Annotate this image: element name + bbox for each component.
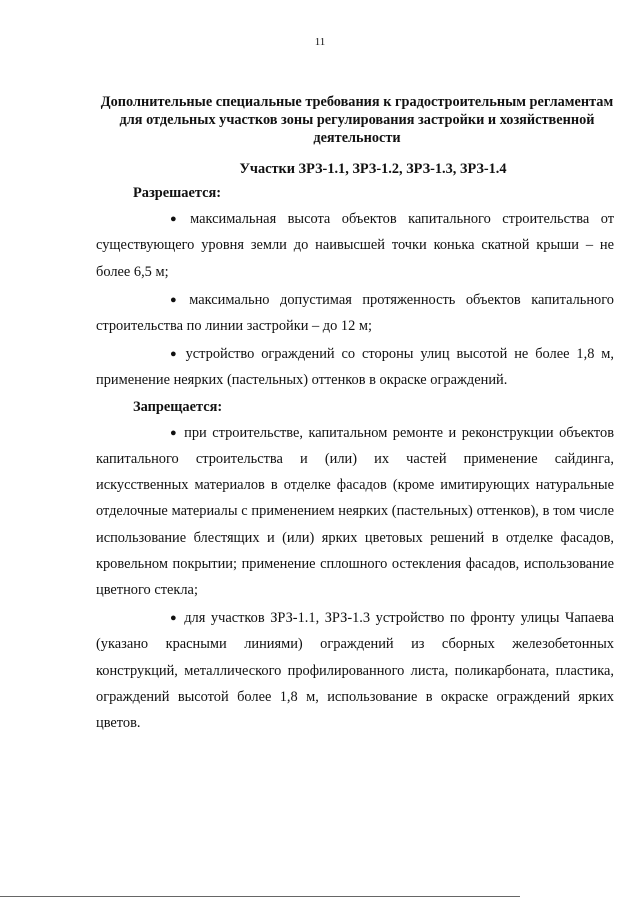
footer-divider [0, 896, 520, 897]
document-subtitle: Участки ЗРЗ-1.1, ЗРЗ-1.2, ЗРЗ-1.3, ЗРЗ-1.4 [239, 161, 507, 177]
document-title: Дополнительные специальные требования к градостроительным регламентам для отдельных участков зоны регулирования застройки и хозяйственной деятельности [100, 94, 614, 146]
bullet-icon: ● [170, 426, 177, 439]
forbidden-item-2-text: для участков ЗРЗ-1.1, ЗРЗ-1.3 устройство по фронту улицы Чапаева (указано красными линиями) ограждений из сборных железобетонных конструкций, металлического профилированного листа, поликарбоната, пластика, ограждений высотой более 1,8 м, использование в окраске ограждений ярких цветов. [96, 610, 614, 732]
forbidden-heading: Запрещается: [133, 398, 223, 415]
document-body [96, 180, 614, 736]
bullet-icon: ● [170, 348, 177, 361]
allowed-heading: Разрешается: [133, 185, 222, 201]
forbidden-item-1 [96, 420, 614, 603]
forbidden-item-1-text: при строительстве, капитальном ремонте и реконструкции объектов капитального строительства и (или) их частей применение сайдинга, искусственных материалов в отделке фасадов (кроме имитирующих натуральные отделочные материалы с применением неярких (пастельных) оттенков), в том числе использование блестящих и (или) ярких цветовых решений в отделке фасадов, кровельном покрытии; применение сплошного остекления фасадов, использование цветного стекла; [96, 424, 614, 599]
bullet-icon: ● [170, 213, 177, 226]
bullet-icon: ● [170, 612, 177, 625]
allowed-item-3 [96, 341, 614, 393]
allowed-item-1-text: максимальная высота объектов капитального строительства от существующего уровня земли до наивысшей точки конька скатной крыши – не более 6,5 м; [96, 211, 614, 280]
allowed-item-3-text: устройство ограждений со стороны улиц высотой не более 1,8 м, применение неярких (пастельных) оттенков в окраске ограждений. [96, 346, 614, 389]
bullet-icon: ● [170, 293, 177, 306]
forbidden-item-2 [96, 605, 614, 736]
page-number: 11 [314, 36, 326, 48]
allowed-item-2 [96, 287, 614, 339]
allowed-item-1 [96, 206, 614, 285]
allowed-item-2-text: максимально допустимая протяженность объектов капитального строительства по линии застройки – до 12 м; [96, 291, 614, 335]
